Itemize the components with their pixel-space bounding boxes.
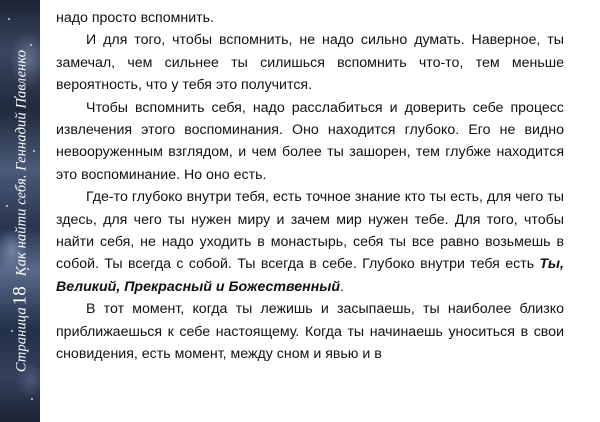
paragraph: В тот момент, когда ты лежишь и засыпаешь, ты наиболее близко приближаешься к себе настоящему. Когда ты начинаешь уноситься в свои сновидения, есть момент, между сном и явью и в [56, 301, 564, 363]
star-decoration [33, 150, 35, 152]
page-body [56, 7, 564, 366]
paragraph-end: . [340, 278, 345, 295]
sidebar-caption [11, 50, 30, 372]
paragraph-text: Где-то глубоко внутри тебя, есть точное знание кто ты есть, для чего ты здесь, для чего ты нужен миру и зачем мир нужен тебе. Для того, чтобы найти себя, не надо уходить в монастырь, себя ты все равно возьмешь в собой. Ты всегда с собой. Ты всегда в себе. Глубоко внутри тебя есть [56, 189, 564, 273]
star-decoration [30, 44, 32, 46]
star-decoration [6, 205, 8, 207]
page-number: 18 [9, 286, 31, 306]
star-decoration [31, 398, 33, 400]
cosmic-sidebar [0, 0, 40, 422]
paragraph-continuation: надо просто вспомнить. [56, 10, 214, 26]
page-label: Страница [13, 307, 30, 373]
paragraph: И для того, чтобы вспомнить, не надо сильно думать. Наверное, ты замечал, чем сильнее ты силишься вспомнить что-то, тем меньше вероятность, что у тебя это получится. [56, 32, 564, 94]
paragraph: Чтобы вспомнить себя, надо расслабиться и доверить себе процесс извлечения этого воспоминания. Оно находится глубоко. Его не видно невооруженным взглядом, и чем более ты зашорен, тем глубже находится это воспоминание. Но оно есть. [56, 99, 564, 183]
paragraph-with-emphasis [56, 186, 564, 298]
emphasized-text: Ты, Великий, Прекрасный и Божественный [56, 256, 564, 295]
star-decoration [8, 18, 10, 20]
book-title: Как найти себя. Геннадий Павленко [13, 49, 30, 277]
